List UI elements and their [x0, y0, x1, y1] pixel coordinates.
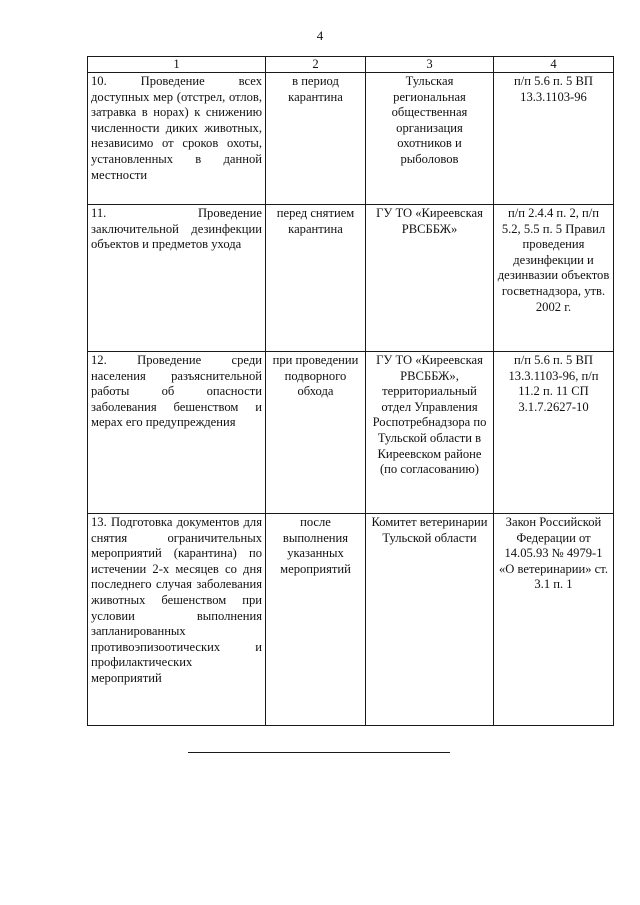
- measure-cell: 12. Проведение среди населения разъяснительной работы об опасности заболевания бешенством и мерах его предупреждения: [88, 352, 266, 514]
- basis-cell: п/п 5.6 п. 5 ВП 13.3.1103-96, п/п 11.2 п. 11 СП 3.1.7.2627-10: [494, 352, 614, 514]
- table-header-row: [88, 57, 614, 73]
- table-row: [88, 352, 614, 514]
- timing-cell: при проведении подворного обхода: [266, 352, 366, 514]
- timing-cell: в период карантина: [266, 73, 366, 205]
- closing-rule: [188, 752, 450, 753]
- measure-cell: 11. Проведение заключительной дезинфекции объектов и предметов ухода: [88, 205, 266, 352]
- responsible-cell: Комитет ветеринарии Тульской области: [366, 514, 494, 726]
- basis-cell: п/п 5.6 п. 5 ВП 13.3.1103-96: [494, 73, 614, 205]
- table-row: [88, 73, 614, 205]
- responsible-cell: ГУ ТО «Киреевская РВСББЖ»: [366, 205, 494, 352]
- column-header-1: 1: [88, 57, 266, 73]
- timing-cell: после выполнения указанных мероприятий: [266, 514, 366, 726]
- column-header-4: 4: [494, 57, 614, 73]
- measure-cell: 13. Подготовка документов для снятия ограничительных мероприятий (карантина) по истечении 2-х месяцев со дня последнего случая заболевания животных бешенством при условии выполнения запланированных противоэпизоотических и профилактических мероприятий: [88, 514, 266, 726]
- responsible-cell: ГУ ТО «Киреевская РВСББЖ», территориальный отдел Управления Роспотребнадзора по Тульской области в Киреевском районе (по согласованию): [366, 352, 494, 514]
- measure-cell: 10. Проведение всех доступных мер (отстрел, отлов, затравка в норах) к снижению численности диких животных, независимо от сроков охоты, установленных в данной местности: [88, 73, 266, 205]
- column-header-2: 2: [266, 57, 366, 73]
- page-number: 4: [316, 28, 324, 43]
- responsible-cell: Тульская региональная общественная организация охотников и рыболовов: [366, 73, 494, 205]
- basis-cell: Закон Российской Федерации от 14.05.93 № 4979-1 «О ветеринарии» ст. 3.1 п. 1: [494, 514, 614, 726]
- measures-table: [87, 56, 614, 726]
- table-row: [88, 205, 614, 352]
- table-row: [88, 514, 614, 726]
- column-header-3: 3: [366, 57, 494, 73]
- timing-cell: перед снятием карантина: [266, 205, 366, 352]
- basis-cell: п/п 2.4.4 п. 2, п/п 5.2, 5.5 п. 5 Правил проведения дезинфекции и дезинвазии объектов госветнадзора, утв. 2002 г.: [494, 205, 614, 352]
